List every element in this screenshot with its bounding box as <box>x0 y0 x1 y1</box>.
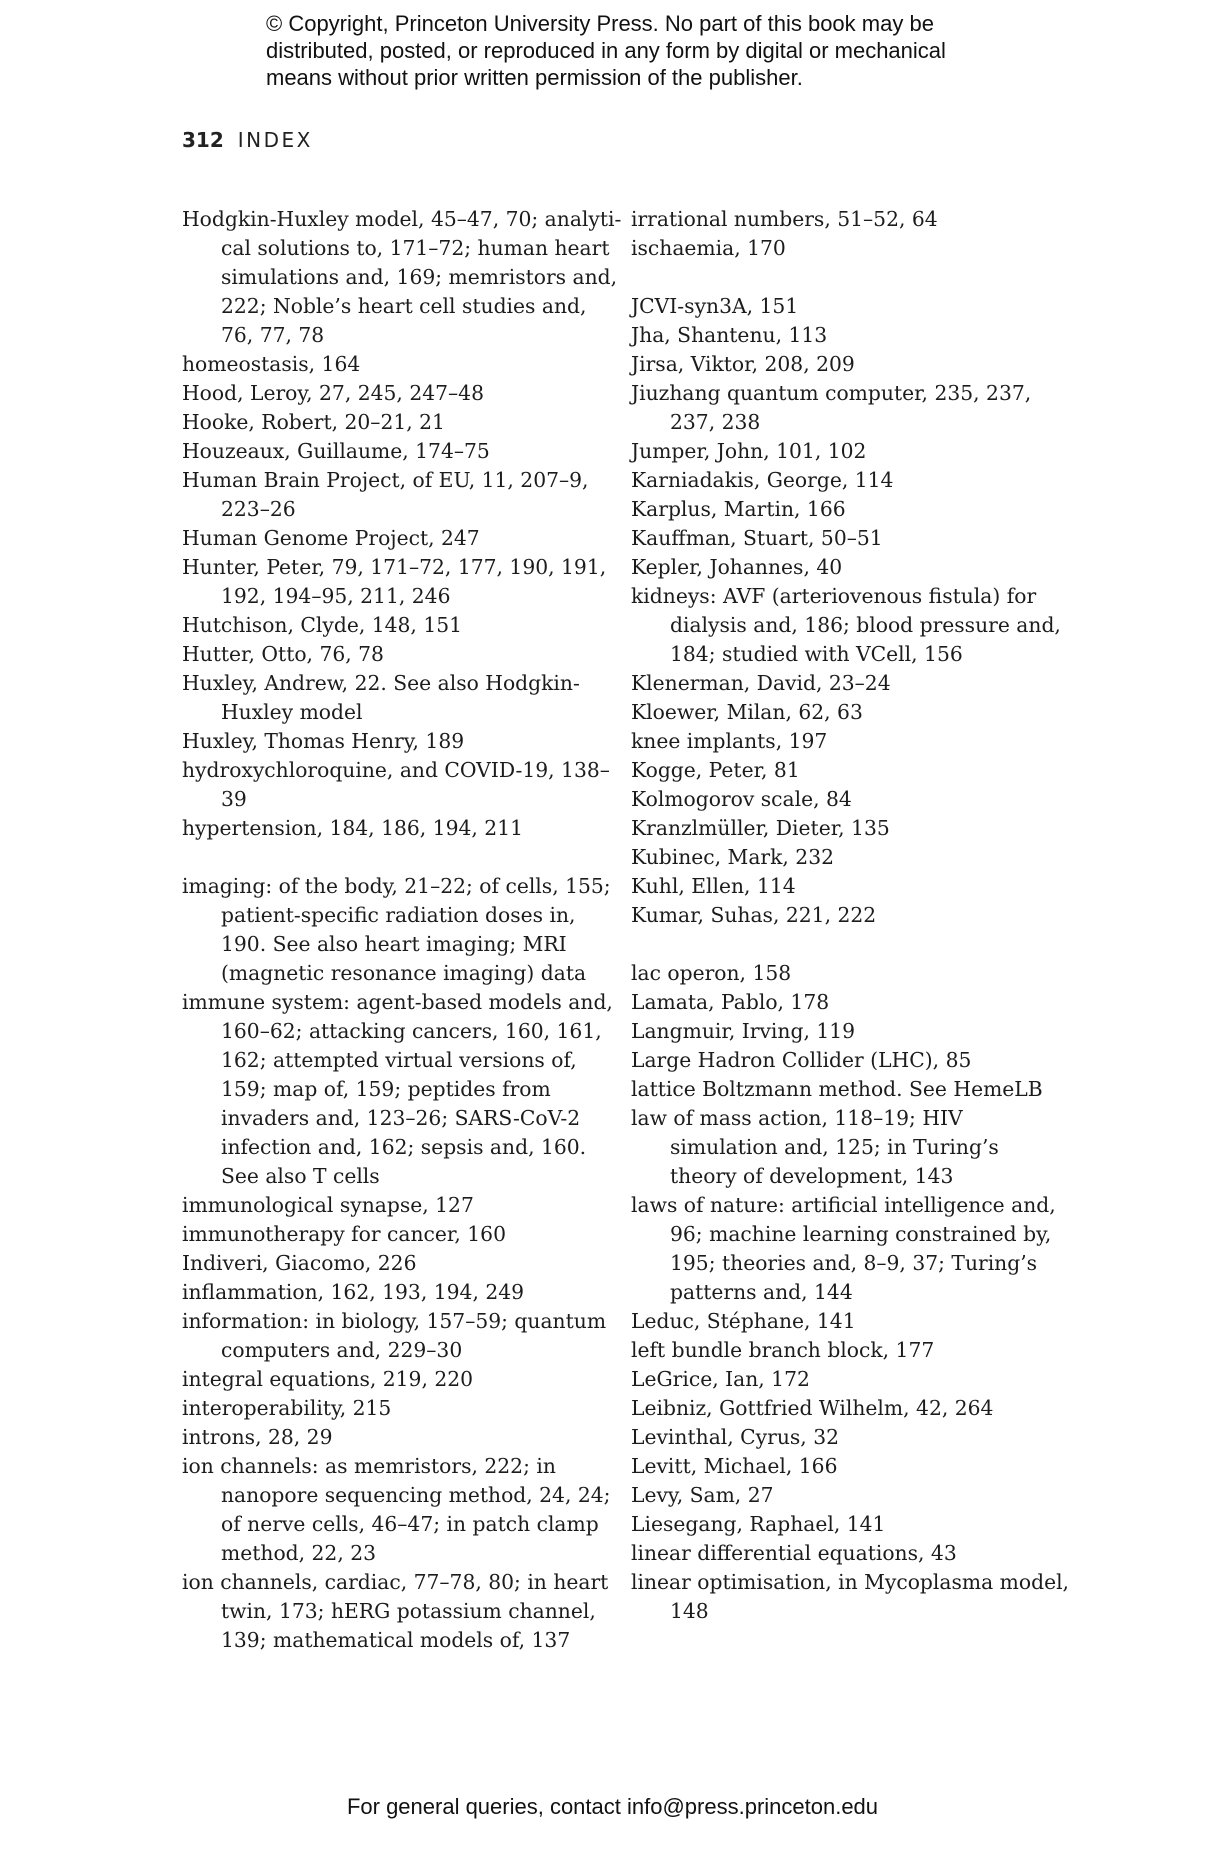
index-entry: Kumar, Suhas, 221, 222 <box>631 903 877 927</box>
index-entry: Levy, Sam, 27 <box>631 1483 774 1507</box>
running-header <box>182 128 313 152</box>
index-entry: Karplus, Martin, 166 <box>631 497 846 521</box>
index-entry: irrational numbers, 51–52, 64 <box>631 207 938 231</box>
index-entry: integral equations, 219, 220 <box>182 1367 474 1391</box>
copyright-line: means without prior written permission of the publisher. <box>266 65 803 90</box>
index-entry: knee implants, 197 <box>631 729 828 753</box>
index-entry: Lamata, Pablo, 178 <box>631 990 830 1014</box>
index-entry: left bundle branch block, 177 <box>631 1338 935 1362</box>
index-entry: Klenerman, David, 23–24 <box>631 671 891 695</box>
index-entry: immunotherapy for cancer, 160 <box>182 1222 506 1246</box>
index-entry: JCVI-syn3A, 151 <box>631 294 799 318</box>
index-entry: Karniadakis, George, 114 <box>631 468 894 492</box>
index-entry: hydroxychloroquine, and COVID-19, 138–39 <box>182 758 610 811</box>
index-entry: Kloewer, Milan, 62, 63 <box>631 700 863 724</box>
index-entry: Kubinec, Mark, 232 <box>631 845 835 869</box>
index-entry: Kauffman, Stuart, 50–51 <box>631 526 883 550</box>
index-entry: Levitt, Michael, 166 <box>631 1454 838 1478</box>
index-entry: Huxley, Thomas Henry, 189 <box>182 729 465 753</box>
index-entry: homeostasis, 164 <box>182 352 361 376</box>
index-entry: lattice Boltzmann method. See HemeLB <box>631 1077 1043 1101</box>
index-entry: Kuhl, Ellen, 114 <box>631 874 796 898</box>
index-entry: immunological synapse, 127 <box>182 1193 474 1217</box>
index-entry: Leibniz, Gottfried Wilhelm, 42, 264 <box>631 1396 994 1420</box>
copyright-line: distributed, posted, or reproduced in any form by digital or mechanical <box>266 38 946 63</box>
index-entry: Indiveri, Giacomo, 226 <box>182 1251 417 1275</box>
index-entry: Langmuir, Irving, 119 <box>631 1019 856 1043</box>
index-entry: Kepler, Johannes, 40 <box>631 555 843 579</box>
index-entry: imaging: of the body, 21–22; of cells, 155; patient-specific radiation doses in, 190. See also heart imaging; MRI (magnetic resonance imaging) data <box>182 874 611 985</box>
index-entry: Hutchison, Clyde, 148, 151 <box>182 613 463 637</box>
index-entry: Hooke, Robert, 20–21, 21 <box>182 410 445 434</box>
index-entry: introns, 28, 29 <box>182 1425 333 1449</box>
index-entry: Kranzlmüller, Dieter, 135 <box>631 816 890 840</box>
index-entry: LeGrice, Ian, 172 <box>631 1367 810 1391</box>
index-entry: ion channels: as memristors, 222; in nanopore sequencing method, 24, 24; of nerve cells, 46–47; in patch clamp method, 22, 23 <box>182 1454 611 1565</box>
index-entry: inflammation, 162, 193, 194, 249 <box>182 1280 525 1304</box>
index-entry: Human Genome Project, 247 <box>182 526 480 550</box>
index-entry: linear differential equations, 43 <box>631 1541 957 1565</box>
index-entry: Human Brain Project, of EU, 11, 207–9, 223–26 <box>182 468 589 521</box>
index-entry: Jumper, John, 101, 102 <box>631 439 867 463</box>
index-entry: interoperability, 215 <box>182 1396 392 1420</box>
index-entry: ischaemia, 170 <box>631 236 786 260</box>
letter-group-spacer <box>182 843 622 872</box>
index-entry: Houzeaux, Guillaume, 174–75 <box>182 439 490 463</box>
index-entry: information: in biology, 157–59; quantum computers and, 229–30 <box>182 1309 607 1362</box>
index-entry: Jiuzhang quantum computer, 235, 237, 237, 238 <box>631 381 1032 434</box>
index-entry: ion channels, cardiac, 77–78, 80; in heart twin, 173; hERG potassium channel, 139; mathematical models of, 137 <box>182 1570 609 1652</box>
page-number: 312 <box>182 128 224 152</box>
index-entry: Hodgkin-Huxley model, 45–47, 70; analytical solutions to, 171–72; human heart simulations and, 169; memristors and, 222; Noble’s heart cell studies and, 76, 77, 78 <box>182 207 622 347</box>
index-entry: Levinthal, Cyrus, 32 <box>631 1425 840 1449</box>
letter-group-spacer <box>631 930 1071 959</box>
index-entry: law of mass action, 118–19; HIV simulation and, 125; in Turing’s theory of development, 143 <box>631 1106 999 1188</box>
copyright-line: © Copyright, Princeton University Press. No part of this book may be <box>266 11 934 36</box>
index-entry: Jirsa, Viktor, 208, 209 <box>631 352 855 376</box>
index-column-right <box>631 205 1071 1626</box>
index-entry: Leduc, Stéphane, 141 <box>631 1309 856 1333</box>
letter-group-spacer <box>631 263 1071 292</box>
index-entry: hypertension, 184, 186, 194, 211 <box>182 816 523 840</box>
index-entry: Kogge, Peter, 81 <box>631 758 800 782</box>
index-entry: Kolmogorov scale, 84 <box>631 787 852 811</box>
index-entry: Hood, Leroy, 27, 245, 247–48 <box>182 381 484 405</box>
index-column-left <box>182 205 622 1655</box>
contact-footer: For general queries, contact info@press.princeton.edu <box>346 1794 879 1819</box>
index-entry: Large Hadron Collider (LHC), 85 <box>631 1048 972 1072</box>
index-entry: linear optimisation, in Mycoplasma model, 148 <box>631 1570 1070 1623</box>
index-entry: Hunter, Peter, 79, 171–72, 177, 190, 191, 192, 194–95, 211, 246 <box>182 555 607 608</box>
index-entry: kidneys: AVF (arteriovenous fistula) for dialysis and, 186; blood pressure and, 184; studied with VCell, 156 <box>631 584 1061 666</box>
copyright-notice <box>266 10 986 91</box>
index-entry: immune system: agent-based models and, 160–62; attacking cancers, 160, 161, 162; attempted virtual versions of, 159; map of, 159; peptides from invaders and, 123–26; SARS-CoV-2 infection and, 162; sepsis and, 160. See also T cells <box>182 990 613 1188</box>
index-entry: Hutter, Otto, 76, 78 <box>182 642 384 666</box>
index-entry: laws of nature: artificial intelligence and, 96; machine learning constrained by, 195; theories and, 8–9, 37; Turing’s patterns and, 144 <box>631 1193 1056 1304</box>
section-title: INDEX <box>237 128 313 152</box>
index-entry: Huxley, Andrew, 22. See also Hodgkin-Huxley model <box>182 671 580 724</box>
index-entry: Liesegang, Raphael, 141 <box>631 1512 886 1536</box>
index-entry: lac operon, 158 <box>631 961 792 985</box>
index-entry: Jha, Shantenu, 113 <box>631 323 828 347</box>
